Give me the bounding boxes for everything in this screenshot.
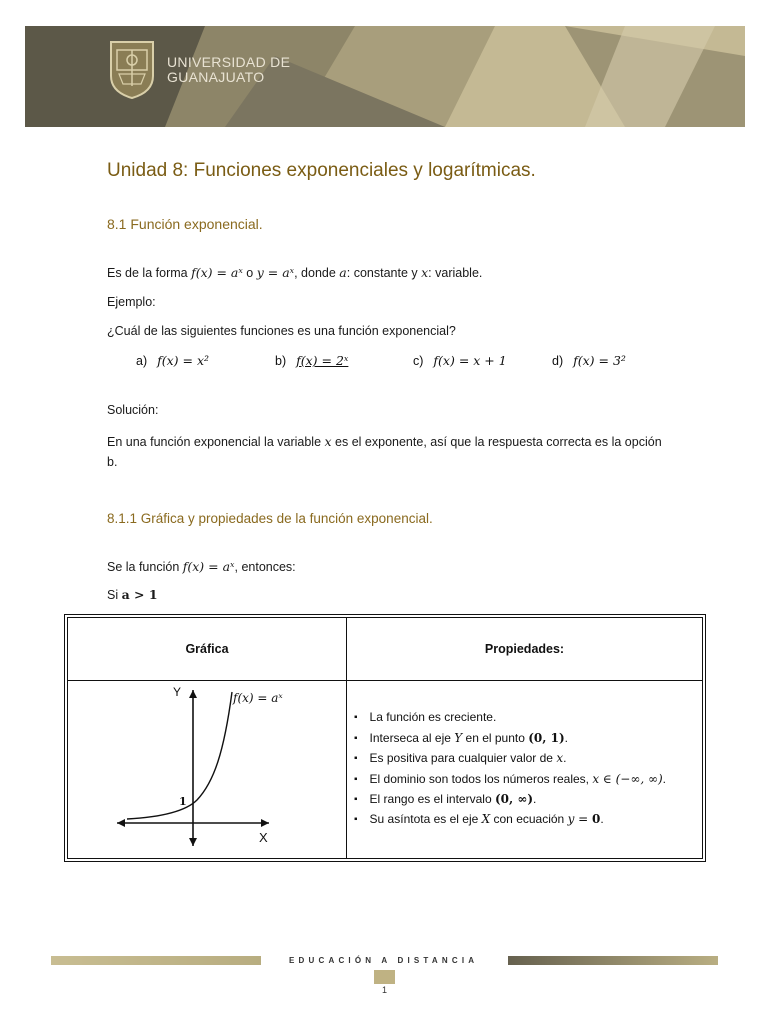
y-axis-arrow-up <box>189 690 197 698</box>
definition-a: a <box>339 265 347 280</box>
property-text: El dominio son todos los números reales, <box>369 771 593 786</box>
function-statement-part-1: Se la función <box>107 560 183 574</box>
option-d <box>552 353 626 368</box>
university-crest-icon <box>107 36 157 100</box>
definition-part-4: : variable. <box>428 266 483 280</box>
property-item <box>354 729 701 749</box>
example-label: Ejemplo: <box>107 295 156 309</box>
condition-expr: a > 1 <box>121 587 158 602</box>
property-text: . <box>533 791 537 806</box>
property-item <box>354 770 701 790</box>
property-text: Es positiva para cualquier valor de <box>369 751 557 766</box>
graph-cell <box>68 681 347 859</box>
definition-part-2: , donde <box>294 266 340 280</box>
property-text: . <box>662 771 666 786</box>
footer-bar-right <box>508 956 718 965</box>
property-text: . <box>600 812 604 827</box>
property-text: Interseca al eje <box>369 730 455 745</box>
university-line-1: UNIVERSIDAD DE <box>167 54 291 70</box>
definition-x: x <box>421 265 429 280</box>
page-number-box <box>374 970 395 984</box>
graph-x-label: X <box>259 830 268 845</box>
footer-text: EDUCACIÓN A DISTANCIA <box>289 956 479 965</box>
property-math: Y <box>454 730 463 745</box>
property-item <box>354 708 701 728</box>
option-a-expr: f(x) = x² <box>157 353 210 368</box>
property-math: x <box>556 751 564 766</box>
university-line-2: GUANAJUATO <box>167 69 265 85</box>
x-axis-arrow-left <box>117 819 125 827</box>
solution-label: Solución: <box>107 403 159 417</box>
option-b-label: b) <box>275 354 287 368</box>
table-header-graph: Gráfica <box>68 618 347 681</box>
solution-variable: x <box>324 434 332 449</box>
property-text: . <box>563 751 567 766</box>
property-text: El rango es el intervalo <box>369 791 495 806</box>
condition-statement <box>107 587 158 602</box>
property-item <box>354 749 701 769</box>
property-text: en el punto <box>462 730 529 745</box>
function-statement <box>107 559 296 574</box>
page-number: 1 <box>381 985 387 995</box>
section-heading-8-1-1: 8.1.1 Gráfica y propiedades de la función exponencial. <box>107 511 433 526</box>
definition-part-3: : constante y <box>346 266 422 280</box>
property-math: y = <box>567 812 593 827</box>
property-text: La función es creciente. <box>369 710 497 725</box>
graph-y-label: Y <box>173 685 182 699</box>
page-title: Unidad 8: Funciones exponenciales y logarítmicas. <box>107 160 536 181</box>
property-text: con ecuación <box>490 812 568 827</box>
option-c-label: c) <box>413 354 424 368</box>
property-math: X <box>481 812 491 827</box>
option-b-expr: f(x) = 2ˣ <box>296 353 349 368</box>
properties-list <box>348 708 701 830</box>
property-math-bold: (0, 1) <box>528 730 565 745</box>
solution-answer: b. <box>107 455 118 469</box>
section-heading-8-1: 8.1 Función exponencial. <box>107 216 263 232</box>
university-name <box>167 55 290 85</box>
definition-part-1: Es de la forma <box>107 266 192 280</box>
condition-prefix: Si <box>107 588 122 602</box>
definition-formula-f: f(x) = aˣ <box>191 265 243 280</box>
x-axis-arrow-right <box>261 819 269 827</box>
solution-part-1: En una función exponencial la variable <box>107 435 325 449</box>
property-math-bold: (0, ∞) <box>494 791 534 806</box>
option-d-label: d) <box>552 354 564 368</box>
definition-text <box>107 265 482 280</box>
solution-part-2: es el exponente, así que la respuesta correcta es la opción <box>331 435 662 449</box>
footer-bar-left <box>51 956 261 965</box>
definition-formula-y: y = aˣ <box>256 265 295 280</box>
graph-function-label: f(x) = aˣ <box>233 691 283 705</box>
option-c-expr: f(x) = x + 1 <box>433 353 507 368</box>
table-header-properties: Propiedades: <box>347 618 703 681</box>
option-b <box>275 353 348 368</box>
property-math-bold: 0 <box>592 812 601 827</box>
option-a-label: a) <box>136 354 148 368</box>
property-text: . <box>564 730 569 745</box>
property-text: Su asíntota es el eje <box>369 812 482 827</box>
option-d-expr: f(x) = 3² <box>573 353 626 368</box>
exponential-graph <box>69 682 345 852</box>
property-item <box>354 810 701 830</box>
option-c <box>413 353 507 368</box>
function-statement-part-2: , entonces: <box>234 560 296 574</box>
property-math: x ∈ (−∞, ∞) <box>592 771 663 786</box>
properties-table <box>67 617 703 859</box>
function-statement-formula: f(x) = aˣ <box>182 559 235 574</box>
property-item <box>354 790 701 810</box>
definition-or: o <box>242 266 257 280</box>
example-question: ¿Cuál de las siguientes funciones es una función exponencial? <box>107 324 456 338</box>
properties-cell <box>347 681 703 859</box>
solution-text <box>107 432 667 472</box>
graph-intercept-label: 1 <box>179 795 187 808</box>
option-a <box>136 353 209 368</box>
answer-options <box>0 353 768 373</box>
y-axis-arrow-down <box>189 838 197 846</box>
